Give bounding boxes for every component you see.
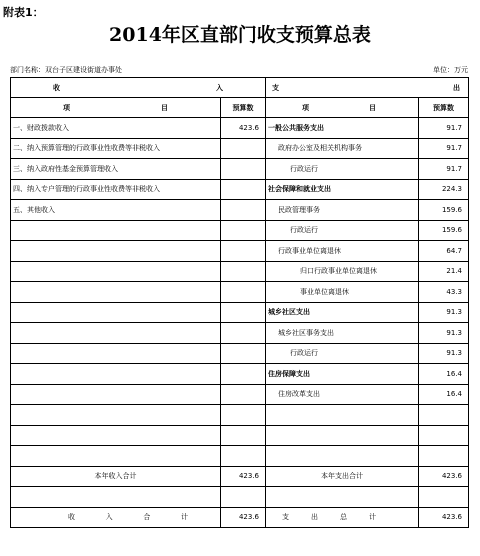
- grand-expense-char: 总: [340, 513, 347, 522]
- income-item-value: [221, 159, 266, 180]
- table-row: [11, 343, 469, 364]
- empty-cell: [221, 446, 266, 467]
- table-row: [11, 200, 469, 221]
- grand-expense-label: [266, 507, 419, 528]
- income-item-header-right: 目: [161, 103, 168, 112]
- empty-cell: [11, 446, 221, 467]
- empty-cell: [11, 384, 221, 405]
- expense-item-label: 一般公共服务支出: [266, 118, 419, 139]
- expense-item-label: 城乡社区事务支出: [266, 323, 419, 344]
- table-row: [11, 384, 469, 405]
- empty-cell: [221, 425, 266, 446]
- year-income-total-label: 本年收入合计: [11, 466, 221, 487]
- expense-item-value: 91.7: [419, 138, 469, 159]
- year-total-row: [11, 466, 469, 487]
- table-row: [11, 159, 469, 180]
- expense-item-value: 91.3: [419, 323, 469, 344]
- grand-expense-value: 423.6: [419, 507, 469, 528]
- expense-header-left: 支: [272, 83, 279, 92]
- expense-item-value: 159.6: [419, 200, 469, 221]
- department-label: 部门名称：双台子区建设街道办事处: [10, 66, 122, 74]
- grand-income-char: 计: [180, 513, 188, 522]
- empty-cell: [419, 405, 469, 426]
- expense-item-value: 91.3: [419, 343, 469, 364]
- expense-header: [266, 78, 469, 98]
- grand-expense-char: 计: [369, 513, 376, 522]
- table-row: [11, 425, 469, 446]
- empty-cell: [266, 425, 419, 446]
- empty-cell: [266, 487, 419, 508]
- income-budget-header: 预算数: [221, 98, 266, 118]
- income-item-value: [221, 200, 266, 221]
- table-row: [11, 405, 469, 426]
- table-row: [11, 487, 469, 508]
- table-row: [11, 261, 469, 282]
- year-expense-total-label: 本年支出合计: [266, 466, 419, 487]
- income-item-label: 一、财政拨款收入: [11, 118, 221, 139]
- expense-item-label: 城乡社区支出: [266, 302, 419, 323]
- table-row: [11, 302, 469, 323]
- expense-item-label: 社会保障和就业支出: [266, 179, 419, 200]
- expense-item-value: 159.6: [419, 220, 469, 241]
- table-row: [11, 364, 469, 385]
- empty-cell: [221, 487, 266, 508]
- income-item-header: [11, 98, 221, 118]
- expense-header-right: 出: [453, 83, 460, 92]
- grand-expense-char: 支: [282, 513, 289, 522]
- table-row: [11, 241, 469, 262]
- table-row: [11, 220, 469, 241]
- budget-table: [10, 77, 469, 528]
- income-item-value: 423.6: [221, 118, 266, 139]
- year-income-total-value: 423.6: [221, 466, 266, 487]
- empty-cell: [221, 384, 266, 405]
- income-item-label: 二、纳入预算管理的行政事业性收费等非税收入: [11, 138, 221, 159]
- table-row: [11, 138, 469, 159]
- header-row-items: [11, 98, 469, 118]
- empty-cell: [221, 364, 266, 385]
- empty-cell: [11, 343, 221, 364]
- empty-cell: [11, 241, 221, 262]
- grand-income-char: 收: [68, 513, 75, 522]
- table-row: [11, 282, 469, 303]
- grand-income-char: 合: [143, 513, 151, 522]
- expense-item-label: 住房改革支出: [266, 384, 419, 405]
- table-row: [11, 118, 469, 139]
- expense-item-label: 行政运行: [266, 159, 419, 180]
- expense-item-value: 16.4: [419, 364, 469, 385]
- empty-cell: [266, 405, 419, 426]
- empty-cell: [11, 425, 221, 446]
- empty-cell: [11, 323, 221, 344]
- empty-cell: [221, 220, 266, 241]
- empty-cell: [419, 425, 469, 446]
- empty-cell: [221, 405, 266, 426]
- expense-item-value: 64.7: [419, 241, 469, 262]
- expense-item-value: 21.4: [419, 261, 469, 282]
- expense-item-value: 224.3: [419, 179, 469, 200]
- expense-item-label: 政府办公室及相关机构事务: [266, 138, 419, 159]
- income-item-header-left: 项: [63, 103, 70, 112]
- empty-cell: [419, 446, 469, 467]
- expense-item-value: 91.7: [419, 159, 469, 180]
- income-item-label: 四、纳入专户管理的行政事业性收费等非税收入: [11, 179, 221, 200]
- expense-item-header-left: 项: [302, 103, 309, 112]
- expense-budget-header: 预算数: [419, 98, 469, 118]
- expense-item-label: 行政事业单位离退休: [266, 241, 419, 262]
- empty-cell: [11, 302, 221, 323]
- expense-item-label: 民政管理事务: [266, 200, 419, 221]
- income-header-right: 入: [216, 83, 223, 92]
- empty-cell: [419, 487, 469, 508]
- empty-cell: [221, 261, 266, 282]
- expense-item-value: 91.7: [419, 118, 469, 139]
- unit-label: 单位：万元: [433, 66, 468, 74]
- income-item-label: 五、其他收入: [11, 200, 221, 221]
- empty-cell: [221, 323, 266, 344]
- page-title: 2014年区直部门收支预算总表: [109, 24, 371, 46]
- grand-income-value: 423.6: [221, 507, 266, 528]
- expense-item-header-right: 目: [369, 103, 376, 112]
- income-header-left: 收: [53, 83, 60, 92]
- income-header: [11, 78, 266, 98]
- empty-cell: [221, 343, 266, 364]
- income-item-label: 三、纳入政府性基金预算管理收入: [11, 159, 221, 180]
- grand-income-label: [11, 507, 221, 528]
- year-expense-total-value: 423.6: [419, 466, 469, 487]
- empty-cell: [11, 487, 221, 508]
- empty-cell: [11, 261, 221, 282]
- table-row: [11, 446, 469, 467]
- expense-item-header: [266, 98, 419, 118]
- empty-cell: [221, 282, 266, 303]
- income-item-value: [221, 179, 266, 200]
- expense-item-label: 归口行政事业单位离退休: [266, 261, 419, 282]
- empty-cell: [11, 405, 221, 426]
- expense-item-value: 16.4: [419, 384, 469, 405]
- income-item-value: [221, 138, 266, 159]
- empty-cell: [11, 364, 221, 385]
- expense-item-label: 事业单位离退休: [266, 282, 419, 303]
- empty-cell: [11, 220, 221, 241]
- empty-cell: [221, 302, 266, 323]
- empty-cell: [266, 446, 419, 467]
- expense-item-label: 行政运行: [266, 343, 419, 364]
- attachment-label: 附表1：: [3, 6, 44, 19]
- header-row-income-expense: [11, 78, 469, 98]
- expense-item-value: 43.3: [419, 282, 469, 303]
- expense-item-label: 住房保障支出: [266, 364, 419, 385]
- grand-income-char: 入: [105, 513, 113, 522]
- table-row: [11, 179, 469, 200]
- grand-total-row: [11, 507, 469, 528]
- expense-item-value: 91.3: [419, 302, 469, 323]
- empty-cell: [221, 241, 266, 262]
- table-row: [11, 323, 469, 344]
- grand-expense-char: 出: [311, 513, 318, 522]
- expense-item-label: 行政运行: [266, 220, 419, 241]
- empty-cell: [11, 282, 221, 303]
